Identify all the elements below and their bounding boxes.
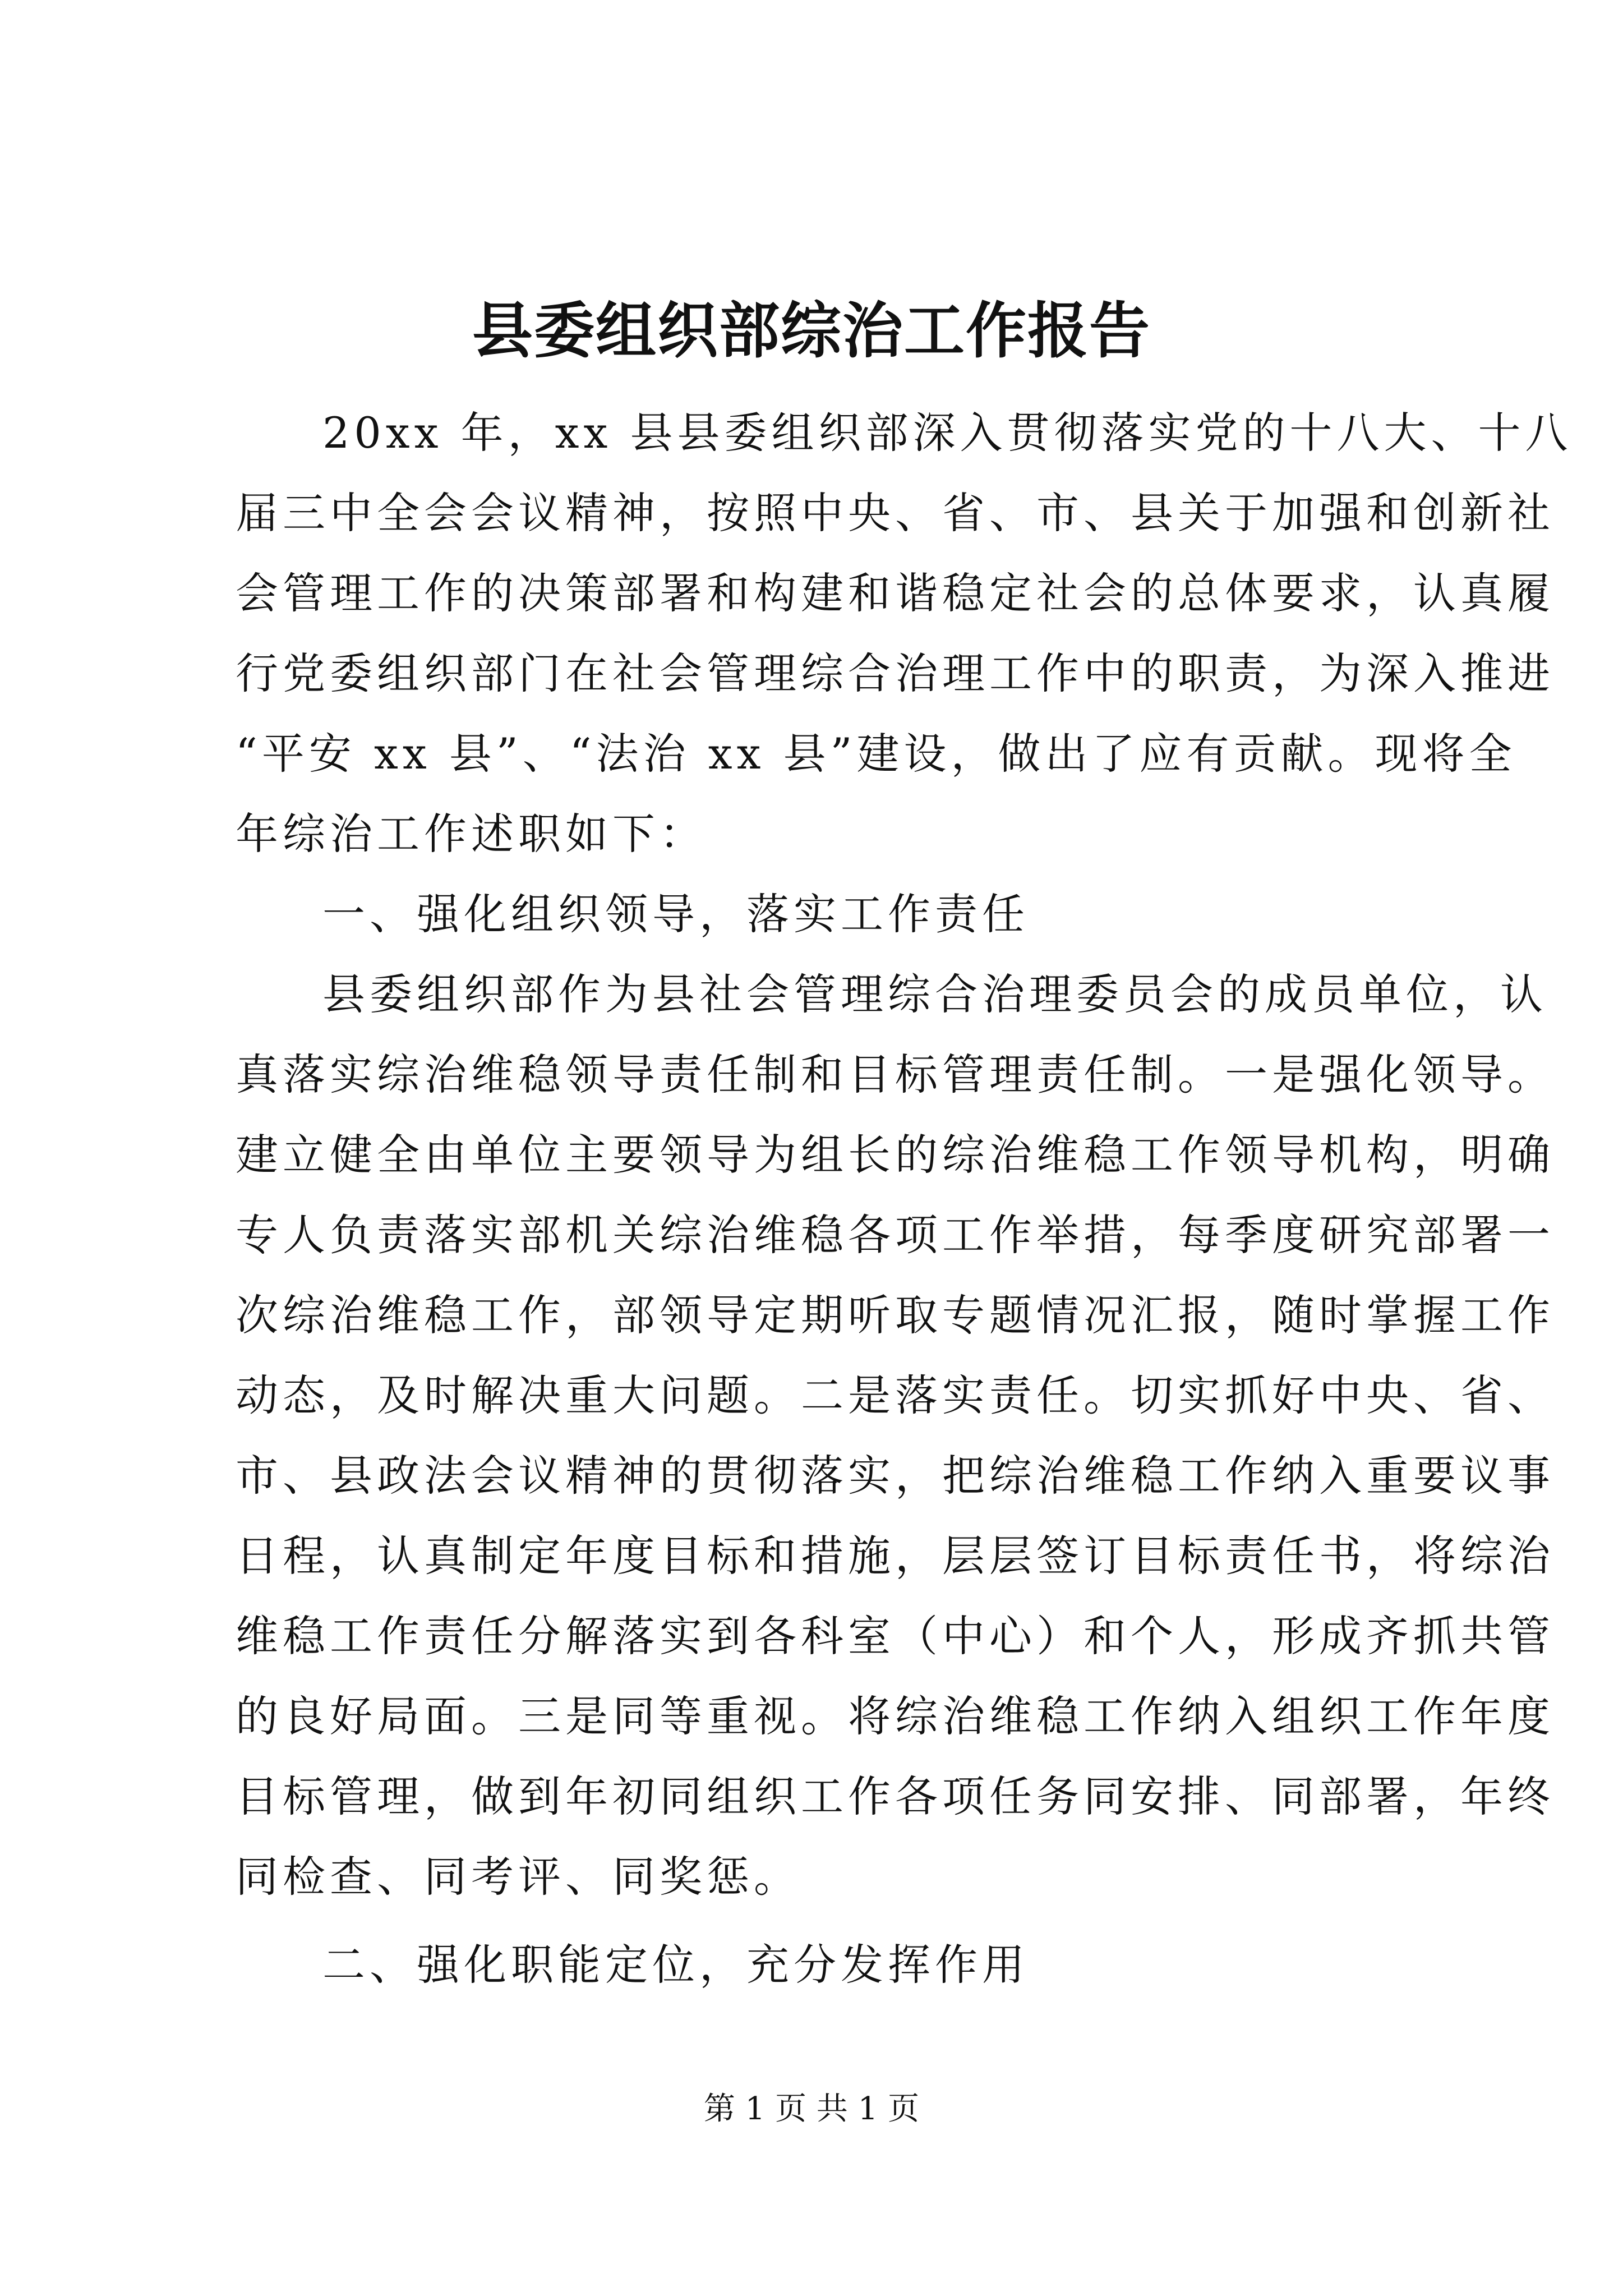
paragraph-line: 目标管理，做到年初同组织工作各项任务同安排、同部署，年终	[236, 1772, 1555, 1821]
page-footer: 第 1 页 共 1 页	[703, 2091, 920, 2127]
paragraph-line: 县委组织部作为县社会管理综合治理委员会的成员单位，认	[322, 969, 1547, 1019]
paragraph-line: 年综治工作述职如下：	[236, 809, 707, 859]
paragraph-line: 专人负责落实部机关综治维稳各项工作举措，每季度研究部署一	[236, 1210, 1555, 1260]
section-heading: 二、强化职能定位，充分发挥作用	[322, 1940, 1029, 1990]
paragraph-line: 的良好局面。三是同等重视。将综治维稳工作纳入组织工作年度	[236, 1691, 1555, 1741]
document-body	[236, 393, 1573, 2005]
paragraph-line: 建立健全由单位主要领导为组长的综治维稳工作领导机构，明确	[236, 1130, 1555, 1180]
document-title: 县委组织部综治工作报告	[472, 296, 1151, 366]
paragraph-line: 市、县政法会议精神的贯彻落实，把综治维稳工作纳入重要议事	[236, 1451, 1555, 1501]
paragraph-line: 届三中全会会议精神，按照中央、省、市、县关于加强和创新社	[236, 488, 1555, 538]
paragraph-line: 日程，认真制定年度目标和措施，层层签订目标责任书，将综治	[236, 1531, 1555, 1581]
paragraph-line: “平安 xx 县”、“法治 xx 县”建设，做出了应有贡献。现将全	[236, 729, 1516, 779]
paragraph-line: 真落实综治维稳领导责任制和目标管理责任制。一是强化领导。	[236, 1050, 1555, 1099]
paragraph-line: 20xx 年，xx 县县委组织部深入贯彻落实党的十八大、十八	[322, 408, 1573, 458]
section-heading: 一、强化组织领导，落实工作责任	[322, 889, 1029, 939]
paragraph-line: 动态，及时解决重大问题。二是落实责任。切实抓好中央、省、	[236, 1370, 1555, 1420]
paragraph-line: 行党委组织部门在社会管理综合治理工作中的职责，为深入推进	[236, 648, 1555, 698]
paragraph-line: 维稳工作责任分解落实到各科室（中心）和个人，形成齐抓共管	[236, 1611, 1555, 1661]
paragraph-line: 次综治维稳工作，部领导定期听取专题情况汇报，随时掌握工作	[236, 1290, 1555, 1340]
paragraph-line: 同检查、同考评、同奖惩。	[236, 1852, 801, 1902]
paragraph-line: 会管理工作的决策部署和构建和谐稳定社会的总体要求，认真履	[236, 568, 1555, 618]
